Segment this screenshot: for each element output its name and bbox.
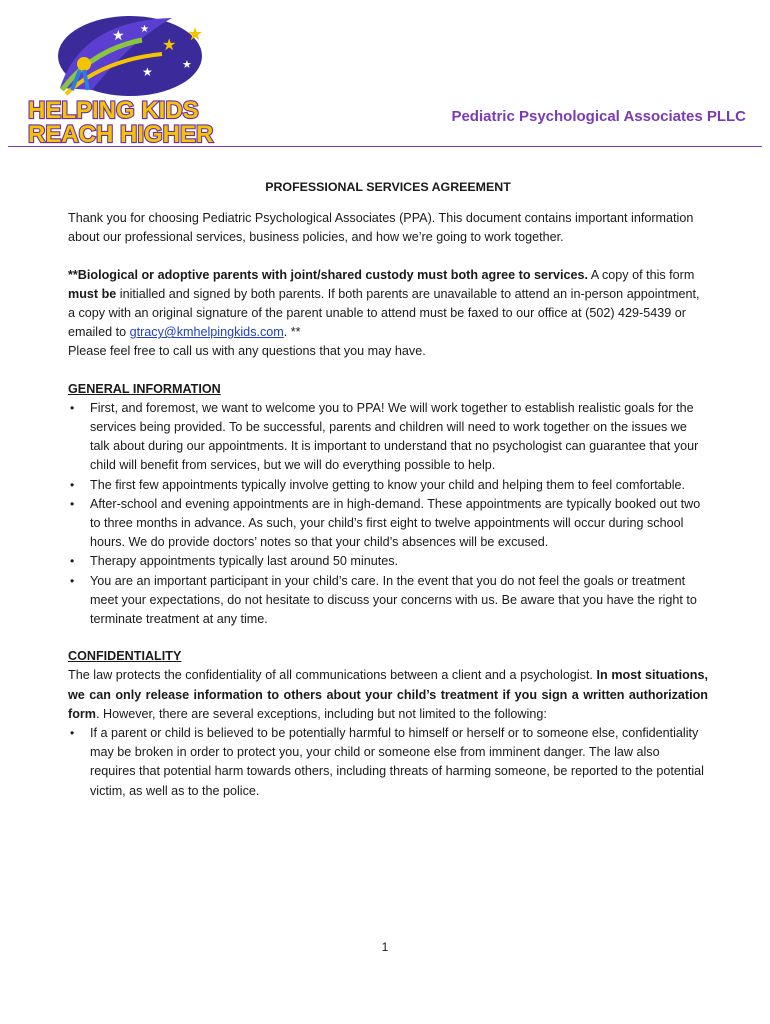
confidentiality-paragraph <box>68 666 708 724</box>
list-item-text: The first few appointments typically involve getting to know your child and helping them to feel comfortable. <box>90 477 686 492</box>
document-title: PROFESSIONAL SERVICES AGREEMENT <box>265 180 511 194</box>
logo-star-icon: ★ <box>142 65 153 79</box>
list-item-text: First, and foremost, we want to welcome you to PPA! We will work together to establish realistic goals for the services being provided. To be successful, parents and children will need to work together on the issues we talk about during our appointments. It is important to understand that no psychologist can guarantee that your child will benefit from services, but we will do everything possible to help. <box>90 400 699 473</box>
bullet-icon: • <box>70 554 75 569</box>
logo-text-line2: REACH HIGHER <box>28 121 214 148</box>
spacer <box>68 629 708 647</box>
confidentiality-heading: CONFIDENTIALITY <box>68 649 182 664</box>
custody-text-a: A copy of this form <box>587 267 695 282</box>
helping-kids-logo <box>22 10 222 150</box>
confidentiality-bold: In most situations, we can only release information to others about your child’s treatment if you sign a written authorization form <box>68 668 709 721</box>
spacer <box>68 362 708 380</box>
logo-star-icon: ★ <box>182 59 192 71</box>
list-item-text: You are an important participant in your child’s care. In the event that you do not feel the goals or treatment meet your expectations, do not hesitate to discuss your concerns with us. Be aware that you have the right to terminate treatment at any time. <box>90 573 697 627</box>
logo-star-icon: ★ <box>112 27 125 43</box>
logo-star-icon: ★ <box>140 24 149 35</box>
list-item-text: If a parent or child is believed to be potentially harmful to himself or herself or to someone else, confidentiality may be broken in order to protect you, your child or someone else from imminent danger. The law also requires that potential harm towards others, including threats of harming someone, be reported to the potential victim, as well as to the police. <box>90 726 704 798</box>
spacer <box>68 248 708 266</box>
logo-star-icon: ★ <box>162 37 177 54</box>
intro-paragraph: Thank you for choosing Pediatric Psychological Associates (PPA). This document contains important information about our professional services, business policies, and how we’re going to work together. <box>68 211 694 245</box>
logo-star-icon: ★ <box>187 24 204 44</box>
bullet-icon: • <box>70 477 75 492</box>
custody-paragraph <box>68 266 708 343</box>
bullet-icon: • <box>70 496 75 511</box>
organization-name: Pediatric Psychological Associates PLLC <box>451 108 746 125</box>
list-item <box>68 552 708 571</box>
logo-figure-head <box>77 57 91 71</box>
call-us-line: Please feel free to call us with any questions that you may have. <box>68 344 426 359</box>
list-item <box>68 476 708 495</box>
logo-text-line1: HELPING KIDS <box>28 97 199 124</box>
list-item-text: After-school and evening appointments are in high-demand. These appointments are typically booked out two to three months in advance. As such, your child’s first eight to twelve appointments will occur during school hours. We do provide doctors’ notes so that your child’s absences will be excused. <box>90 496 701 550</box>
header-divider <box>8 146 762 147</box>
custody-bold-lead: **Biological or adoptive parents with joint/shared custody must both agree to services. <box>68 267 588 282</box>
email-link[interactable]: gtracy@kmhelpingkids.com <box>129 325 284 340</box>
general-information-heading: GENERAL INFORMATION <box>68 381 221 396</box>
confidentiality-text-b: . However, there are several exceptions, including but not limited to the following: <box>96 706 547 721</box>
logo-graphic <box>22 10 222 150</box>
list-item <box>68 572 708 630</box>
list-item <box>68 399 708 476</box>
bullet-icon: • <box>70 726 75 741</box>
confidentiality-text-a: The law protects the confidentiality of all communications between a client and a psychologist. <box>68 668 597 683</box>
bullet-icon: • <box>70 400 75 415</box>
confidentiality-exceptions-list <box>68 724 708 801</box>
agreement-body <box>68 178 708 801</box>
list-item <box>68 724 708 801</box>
custody-bold-must-be: must be <box>68 286 117 301</box>
custody-text-b: initialled and signed by both parents. If both parents are unavailable to attend an in-person appointment, a copy with an original signature of the parent unable to attend must be faxed to our office at (502) 429-5439 or emailed to <box>68 286 700 340</box>
list-item-text: Therapy appointments typically last around 50 minutes. <box>90 554 399 569</box>
bullet-icon: • <box>70 573 75 588</box>
list-item <box>68 495 708 553</box>
general-information-list <box>68 399 708 629</box>
custody-text-c: . ** <box>283 325 301 340</box>
page-number: 1 <box>381 940 389 954</box>
